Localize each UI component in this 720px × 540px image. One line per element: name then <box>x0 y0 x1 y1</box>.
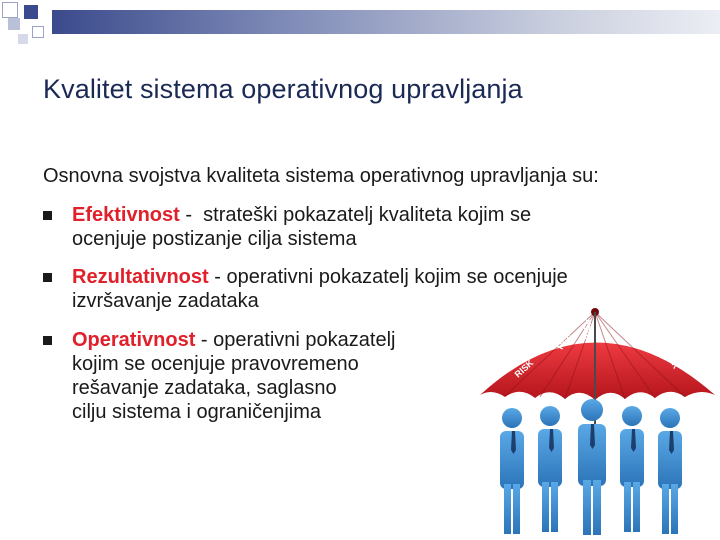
term-label: Efektivnost <box>72 204 180 226</box>
bullet-square-icon <box>43 336 52 345</box>
list-item-text: Rezultativnost - operativni pokazatelj kojim se ocenjuje izvršavanje zadataka <box>72 266 568 312</box>
header-bar <box>52 10 720 34</box>
umbrella-label: RISK <box>554 327 574 351</box>
risk-umbrella-illustration <box>470 300 720 540</box>
person-figure <box>620 406 644 532</box>
deco-square <box>2 2 18 18</box>
header-decoration <box>0 0 720 60</box>
person-figure <box>500 408 524 534</box>
deco-square <box>8 18 20 30</box>
person-figure <box>538 406 562 532</box>
list-item-text: Efektivnost - strateški pokazatelj kvaliteta kojim se ocenjuje postizanje cilja sistema <box>72 204 532 250</box>
term-label: Operativnost <box>72 329 196 351</box>
slide-title: Kvalitet sistema operativnog upravljanja <box>43 74 523 104</box>
deco-square <box>24 5 38 19</box>
umbrella-label: RISK <box>512 357 536 380</box>
bullet-square-icon <box>43 211 52 220</box>
term-label: Rezultativnost <box>72 266 209 288</box>
umbrella-label: RISK <box>614 307 626 331</box>
deco-square <box>18 34 28 44</box>
umbrella-label: RISK <box>663 346 682 371</box>
person-figure <box>578 399 606 535</box>
bullet-square-icon <box>43 273 52 282</box>
intro-text: Osnovna svojstva kvaliteta sistema operativnog upravljanja su: <box>43 165 599 187</box>
umbrella-label: RISK <box>580 317 594 341</box>
list-item-text: Operativnost - operativni pokazatelj kojim se ocenjuje pravovremeno rešavanje zadataka, saglasno cilju sistema i ograničenjima <box>72 329 396 423</box>
deco-square <box>32 26 44 38</box>
person-figure <box>658 408 682 534</box>
